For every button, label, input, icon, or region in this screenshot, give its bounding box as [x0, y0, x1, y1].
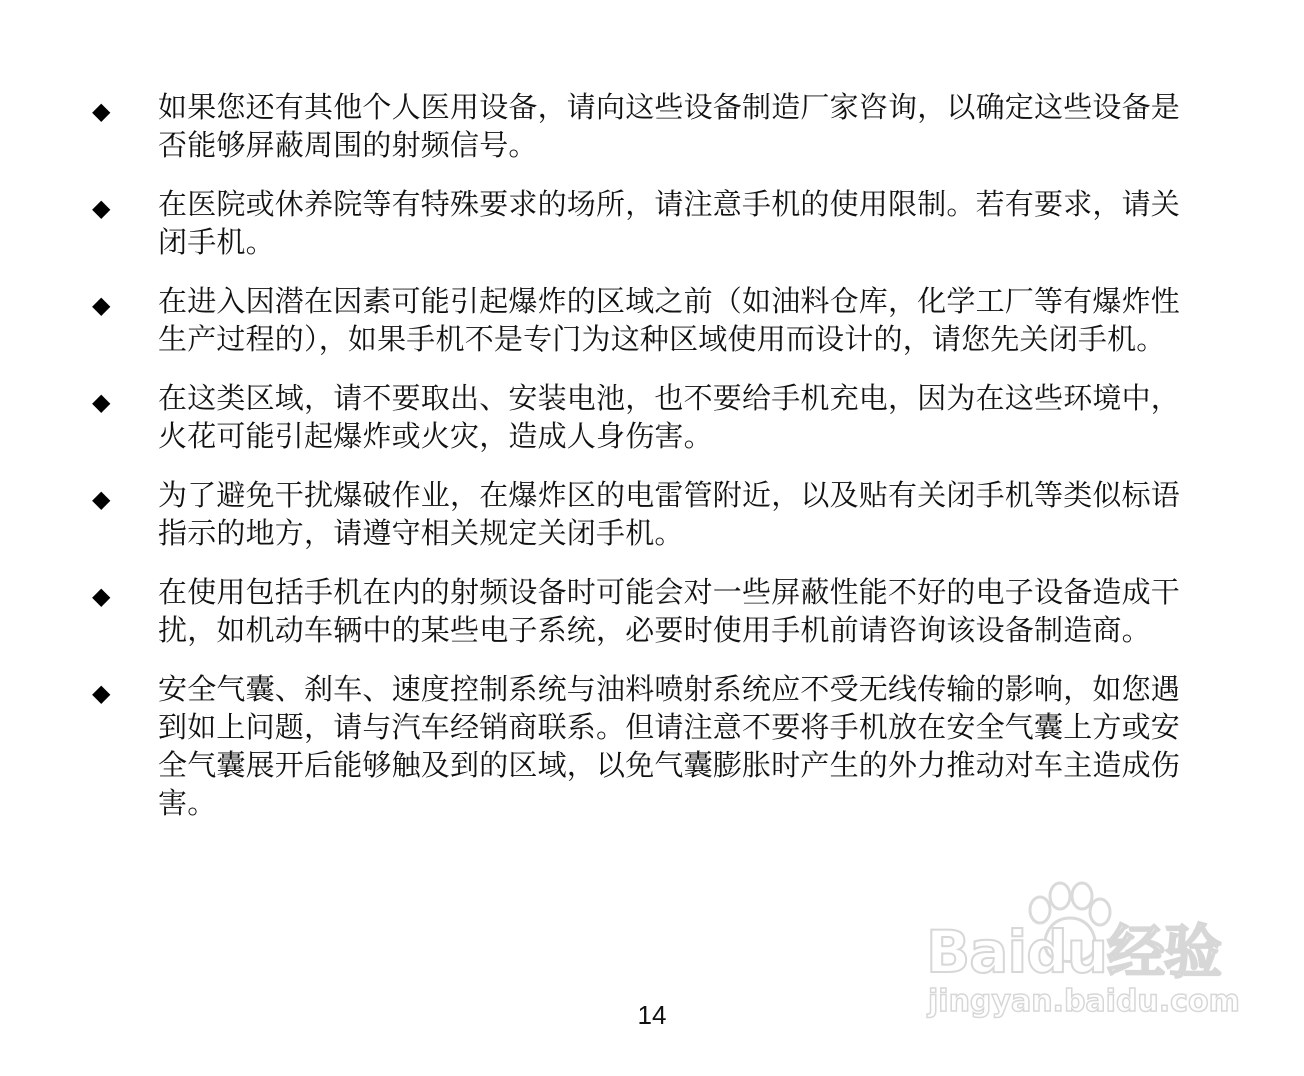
list-item-text: 在医院或休养院等有特殊要求的场所，请注意手机的使用限制。若有要求，请关闭手机。 [158, 187, 1181, 259]
diamond-bullet-icon: ◆ [92, 582, 111, 610]
list-item [92, 185, 1202, 261]
list-item-text: 在这类区域，请不要取出、安装电池，也不要给手机充电，因为在这些环境中，火花可能引起爆炸或火灾，造成人身伤害。 [158, 381, 1181, 453]
page-number: 14 [637, 1000, 667, 1030]
list-item-text: 为了避免干扰爆破作业，在爆炸区的电雷管附近，以及贴有关闭手机等类似标语指示的地方，请遵守相关规定关闭手机。 [158, 478, 1181, 550]
list-item-text: 在进入因潜在因素可能引起爆炸的区域之前（如油料仓库，化学工厂等有爆炸性生产过程的），如果手机不是专门为这种区域使用而设计的，请您先关闭手机。 [158, 284, 1181, 356]
diamond-bullet-icon: ◆ [92, 679, 111, 707]
bullet-list [92, 88, 1202, 843]
list-item [92, 670, 1202, 822]
list-item [92, 282, 1202, 358]
diamond-bullet-icon: ◆ [92, 291, 111, 319]
watermark-logo-text: Baidu经验 [926, 918, 1222, 986]
list-item-text: 安全气囊、刹车、速度控制系统与油料喷射系统应不受无线传输的影响，如您遇到如上问题，请与汽车经销商联系。但请注意不要将手机放在安全气囊上方或安全气囊展开后能够触及到的区域，以免气囊膨胀时产生的外力推动对车主造成伤害。 [158, 672, 1181, 820]
diamond-bullet-icon: ◆ [92, 194, 111, 222]
list-item [92, 88, 1202, 164]
list-item [92, 476, 1202, 552]
list-item-text: 在使用包括手机在内的射频设备时可能会对一些屏蔽性能不好的电子设备造成干扰，如机动车辆中的某些电子系统，必要时使用手机前请咨询该设备制造商。 [158, 575, 1181, 647]
list-item-text: 如果您还有其他个人医用设备，请向这些设备制造厂家咨询，以确定这些设备是否能够屏蔽周围的射频信号。 [158, 90, 1181, 162]
diamond-bullet-icon: ◆ [92, 485, 111, 513]
list-item [92, 573, 1202, 649]
diamond-bullet-icon: ◆ [92, 97, 111, 125]
watermark-url-text: jingyan.baidu.com [928, 984, 1240, 1019]
list-item [92, 379, 1202, 455]
diamond-bullet-icon: ◆ [92, 388, 111, 416]
